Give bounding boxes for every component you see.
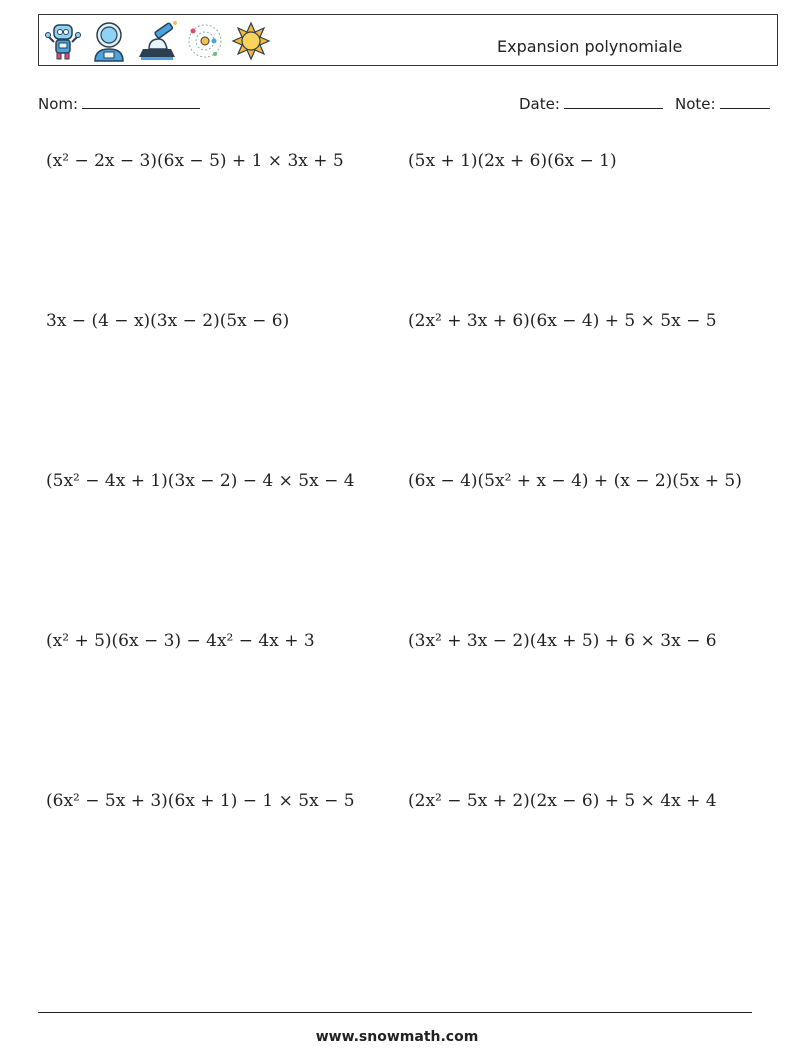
problem-6: (6x − 4)(5x² + x − 4) + (x − 2)(5x + 5): [408, 471, 742, 491]
solar-system-icon: [185, 19, 225, 63]
date-blank[interactable]: [564, 94, 663, 109]
worksheet-title: Expansion polynomiale: [497, 37, 683, 56]
problem-1: (x² − 2x − 3)(6x − 5) + 1 × 3x + 5: [46, 151, 344, 171]
worksheet-header: [38, 14, 778, 66]
name-field[interactable]: [38, 94, 200, 113]
problem-7: (x² + 5)(6x − 3) − 4x² − 4x + 3: [46, 631, 315, 651]
problem-2: (5x + 1)(2x + 6)(6x − 1): [408, 151, 617, 171]
problem-5: (5x² − 4x + 1)(3x − 2) − 4 × 5x − 4: [46, 471, 355, 491]
date-field[interactable]: [519, 94, 663, 113]
header-icons: [43, 19, 271, 63]
astronaut-icon: [89, 19, 129, 63]
footer-url[interactable]: www.snowmath.com: [315, 1029, 479, 1045]
telescope-icon: [135, 19, 179, 63]
robot-icon: [43, 19, 83, 63]
problem-3: 3x − (4 − x)(3x − 2)(5x − 6): [46, 311, 290, 331]
name-blank[interactable]: [82, 94, 200, 109]
footer-divider: [38, 1012, 752, 1013]
problem-10: (2x² − 5x + 2)(2x − 6) + 5 × 4x + 4: [408, 791, 717, 811]
grade-blank[interactable]: [720, 94, 770, 109]
grade-field[interactable]: [675, 94, 770, 113]
grade-label: Note:: [675, 95, 716, 113]
problem-9: (6x² − 5x + 3)(6x + 1) − 1 × 5x − 5: [46, 791, 355, 811]
sun-icon: [231, 19, 271, 63]
date-label: Date:: [519, 95, 560, 113]
problem-8: (3x² + 3x − 2)(4x + 5) + 6 × 3x − 6: [408, 631, 717, 651]
problem-4: (2x² + 3x + 6)(6x − 4) + 5 × 5x − 5: [408, 311, 717, 331]
name-label: Nom:: [38, 95, 79, 113]
